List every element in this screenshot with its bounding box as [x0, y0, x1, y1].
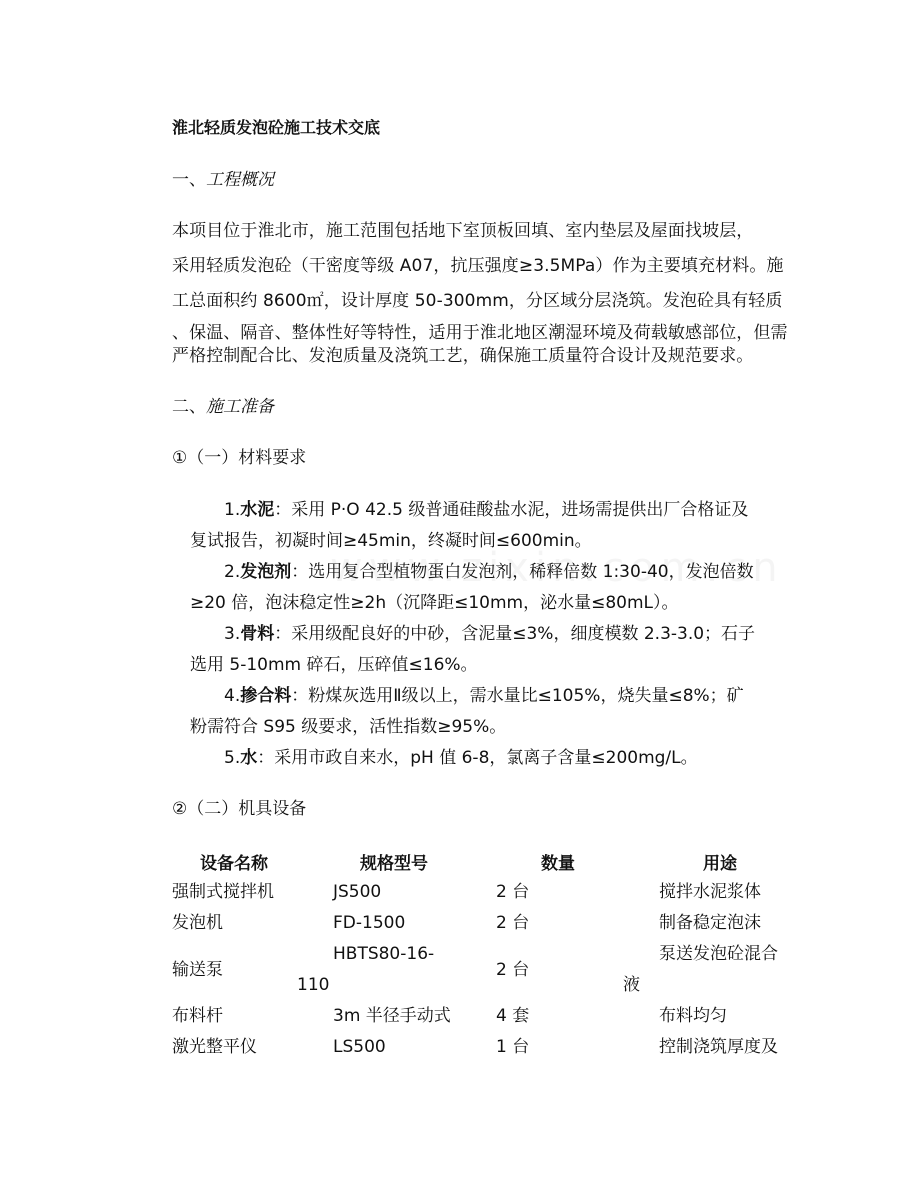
- overview-line-3: 工总面积约 8600㎡，设计厚度 50-300mm，分区域分层浇筑。发泡砼具有轻质: [172, 291, 783, 311]
- item-name: 骨料: [240, 624, 275, 644]
- item-name: 水: [240, 748, 258, 768]
- section-number: 一、: [172, 170, 206, 190]
- material-item-admixture-cont: 粉需符合 S95 级要求，活性指数≥95%。: [190, 717, 507, 737]
- section-number: 二、: [172, 397, 206, 417]
- cell-use-cont: 液: [623, 975, 640, 995]
- item-number: 1.: [224, 500, 241, 520]
- overview-line-2: 采用轻质发泡砼（干密度等级 A07，抗压强度≥3.5MPa）作为主要填充材料。施: [172, 256, 784, 276]
- material-item-aggregate-cont: 选用 5-10mm 碎石，压碎值≤16%。: [190, 655, 478, 675]
- cell-name: 发泡机: [172, 913, 223, 933]
- item-name: 发泡剂: [240, 562, 292, 582]
- overview-line-1: 本项目位于淮北市，施工范围包括地下室顶板回填、室内垫层及屋面找坡层，: [172, 221, 754, 241]
- material-item-admixture: [224, 684, 744, 708]
- cell-qty: 2 台: [496, 913, 530, 933]
- item-name: 水泥: [240, 500, 275, 520]
- material-item-foaming-agent-cont: ≥20 倍，泡沫稳定性≥2h（沉降距≤10mm，泌水量≤80mL）。: [190, 593, 679, 613]
- table-header-model: 规格型号: [360, 854, 428, 874]
- cell-name: 激光整平仪: [172, 1037, 257, 1057]
- cell-model: 3m 半径手动式: [333, 1006, 451, 1026]
- cell-use: 泵送发泡砼混合: [659, 944, 778, 964]
- item-number: 3.: [224, 624, 241, 644]
- section-label: 施工准备: [206, 397, 274, 417]
- subsection-equipment: ②（二）机具设备: [172, 799, 307, 819]
- cell-use: 制备稳定泡沫: [659, 913, 761, 933]
- material-item-cement: [224, 498, 748, 522]
- table-header-use: 用途: [703, 854, 737, 874]
- cell-use: 布料均匀: [659, 1006, 727, 1026]
- section-heading-overview: [172, 168, 274, 192]
- item-name: 掺合料: [240, 686, 292, 706]
- cell-model: LS500: [333, 1037, 386, 1057]
- material-item-cement-cont: 复试报告，初凝时间≥45min，终凝时间≤600min。: [190, 531, 592, 551]
- overview-line-4: 、保温、隔音、整体性好等特性，适用于淮北地区潮湿环境及荷载敏感部位，但需: [172, 323, 788, 343]
- cell-qty: 4 套: [496, 1006, 530, 1026]
- cell-qty: 2 台: [496, 960, 530, 980]
- cell-model: FD-1500: [333, 913, 406, 933]
- material-item-aggregate: [224, 622, 755, 646]
- item-number: 4.: [224, 686, 241, 706]
- item-number: 5.: [224, 748, 241, 768]
- item-text: ：采用市政自来水，pH 值 6-8，氯离子含量≤200mg/L。: [257, 748, 698, 768]
- section-label: 工程概况: [206, 170, 274, 190]
- table-header-name: 设备名称: [200, 854, 268, 874]
- item-number: 2.: [224, 562, 241, 582]
- cell-model: JS500: [333, 882, 382, 902]
- item-text: ：选用复合型植物蛋白发泡剂，稀释倍数 1:30-40，发泡倍数: [291, 562, 754, 582]
- item-text: ：采用级配良好的中砂，含泥量≤3%，细度模数 2.3-3.0；石子: [274, 624, 756, 644]
- cell-name: 输送泵: [172, 960, 223, 980]
- section-heading-preparation: [172, 395, 274, 419]
- item-text: ：粉煤灰选用Ⅱ级以上，需水量比≤105%，烧失量≤8%；矿: [291, 686, 744, 706]
- document-title: 淮北轻质发泡砼施工技术交底: [172, 118, 381, 137]
- cell-qty: 2 台: [496, 882, 530, 902]
- item-text: ：采用 P·O 42.5 级普通硅酸盐水泥，进场需提供出厂合格证及: [274, 500, 749, 520]
- cell-model: HBTS80-16-: [333, 944, 435, 964]
- cell-use: 搅拌水泥浆体: [659, 882, 761, 902]
- material-item-foaming-agent: [224, 560, 754, 584]
- cell-qty: 1 台: [496, 1037, 530, 1057]
- cell-use: 控制浇筑厚度及: [659, 1037, 778, 1057]
- material-item-water: [224, 746, 698, 770]
- cell-model-cont: 110: [297, 975, 330, 995]
- subsection-materials: ①（一）材料要求: [172, 448, 307, 468]
- cell-name: 布料杆: [172, 1006, 223, 1026]
- cell-name: 强制式搅拌机: [172, 882, 274, 902]
- overview-line-5: 严格控制配合比、发泡质量及浇筑工艺，确保施工质量符合设计及规范要求。: [172, 346, 754, 366]
- table-header-qty: 数量: [541, 854, 575, 874]
